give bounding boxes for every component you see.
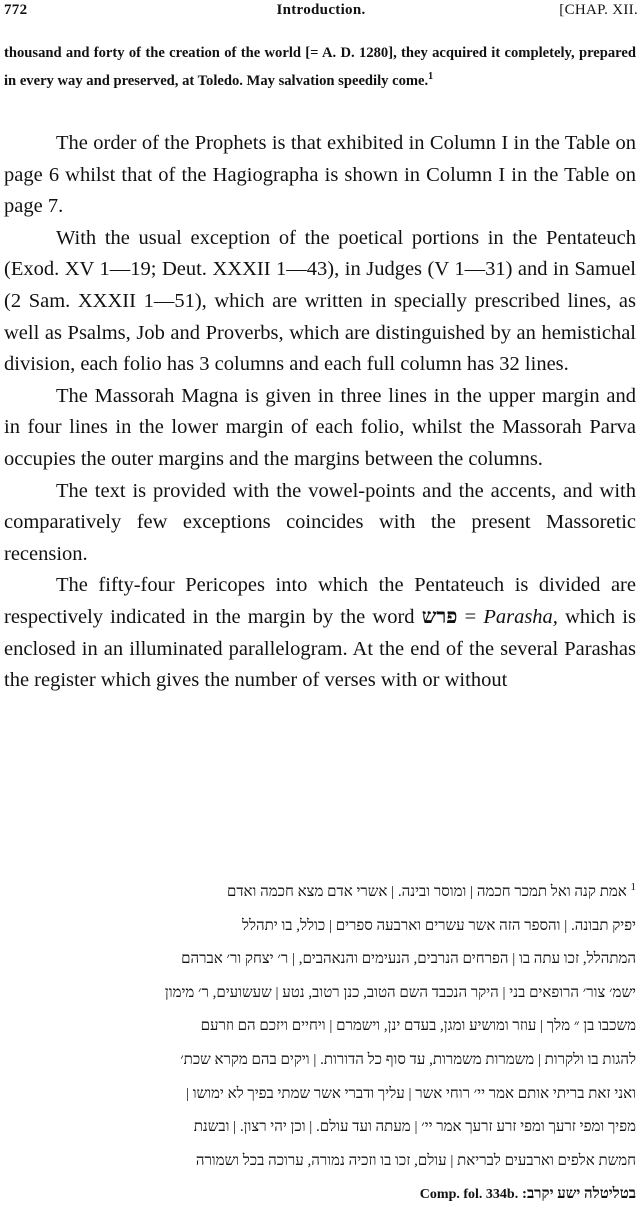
footnote-last-hebrew: בטליטלה ישע יקרב:	[521, 1186, 636, 1203]
pericopes-text-end: which is enclosed in an illuminated parallelogram. At the end of the several Parashas the register which gives the number of verses with or without	[4, 605, 636, 692]
footnote-number: 1	[630, 881, 636, 893]
paragraph-vowel-points: The text is provided with the vowel-points and the accents, and with comparatively few exceptions coincides with the present Massoretic recension.	[4, 479, 636, 565]
paragraph-poetical-portions: With the usual exception of the poetical portions in the Pentateuch (Exod. XV 1—19; Deut. XXXII 1—43), in Judges (V 1—31) and in Samuel (2 Sam. XXXII 1—51), which are written in specially prescribed lines, as well as Psalms, Job and Proverbs, which are distinguished by an hemistichal division, each folio has 3 columns and each full column has 32 lines.	[4, 226, 636, 376]
main-text	[4, 128, 636, 697]
running-header	[4, 0, 638, 26]
paragraph-massorah: The Massorah Magna is given in three lines in the upper margin and in four lines in the lower margin of each folio, whilst the Massorah Parva occupies the outer margins and the margins between the columns.	[4, 384, 636, 470]
footnote-last-line	[4, 1178, 636, 1212]
parasha-term: Parasha,	[483, 605, 558, 628]
page-number: 772	[4, 2, 28, 18]
paragraph-pericopes	[4, 570, 636, 696]
chapter-label: [CHAP. XII.	[559, 2, 638, 18]
hebrew-footnote	[4, 871, 636, 1212]
footnote-line: להגות בו ולקרות | משמרות משמרות, עד סוף כל הדורות. | ויקים בהם מקרא שכת׳	[180, 1051, 636, 1068]
paragraph-prophets-order: The order of the Prophets is that exhibited in Column I in the Table on page 6 whilst that of the Hagiographa is shown in Column I in the Table on page 7.	[4, 132, 636, 218]
footnote-line: ואני זאת בריתי אותם אמר יי׳ רוחי אשר | עליך ודברי אשר שמתי בפיך לא ימושו |	[185, 1085, 636, 1102]
pericopes-text-start: The fifty-four Pericopes into which the Pentateuch is divided are respectively indicated in the margin by the word	[4, 574, 636, 628]
hebrew-word-parash: פרש	[421, 605, 458, 628]
footnote-line: ישמ׳ צור׳ הרופאים בני | היקר הנכבד השם הטוב, כנן רטוב, נטע | שעשועים, ר׳ מימון	[164, 984, 636, 1001]
footnote-line: יפיק תבונה. | והספר הזה אשר עשרים וארבעה ספרים | כולל, בו יתהלל	[241, 917, 636, 934]
continuation-text: thousand and forty of the creation of the world [= A. D. 1280], they acquired it completely, prepared in every way and preserved, at Toledo. May salvation speedily come.	[4, 45, 636, 89]
footnote-line: משכבו בן ״ מלך | עוזר ומושיע ומגן, בעדם ינן, וישמרם | ויחיים ויזכם הם וזרעם	[200, 1018, 636, 1035]
continuation-paragraph	[4, 42, 636, 93]
folio-reference: Comp. fol. 334b.	[419, 1187, 519, 1203]
footnote-marker: 1	[428, 71, 434, 82]
equals-sign: =	[457, 605, 484, 628]
footnote-line: $^1$ אמת קנה ואל תמכר חכמה | ומוסר ובינה. | אשרי אדם מצא חכמה ואדם	[226, 881, 636, 900]
footnote-line: חמשת אלפים וארבעים לבריאת | עולם, זכו בו וזכיה נמורה, ערוכה בכל ושמורה	[195, 1152, 636, 1169]
footnote-line: מפיך ומפי זרעך ומפי זרע זרעך אמר יי׳ | מעתה ועד עולם. | וכן יהי רצון. | ובשנת	[193, 1119, 636, 1136]
running-title: Introduction.	[276, 2, 366, 18]
footnote-line: המתהלל, זכו עתה בו | הפרחים הנרבים, הנעימים והנאהבים, | ר׳ יצחק ור׳ אברהם	[181, 951, 636, 968]
